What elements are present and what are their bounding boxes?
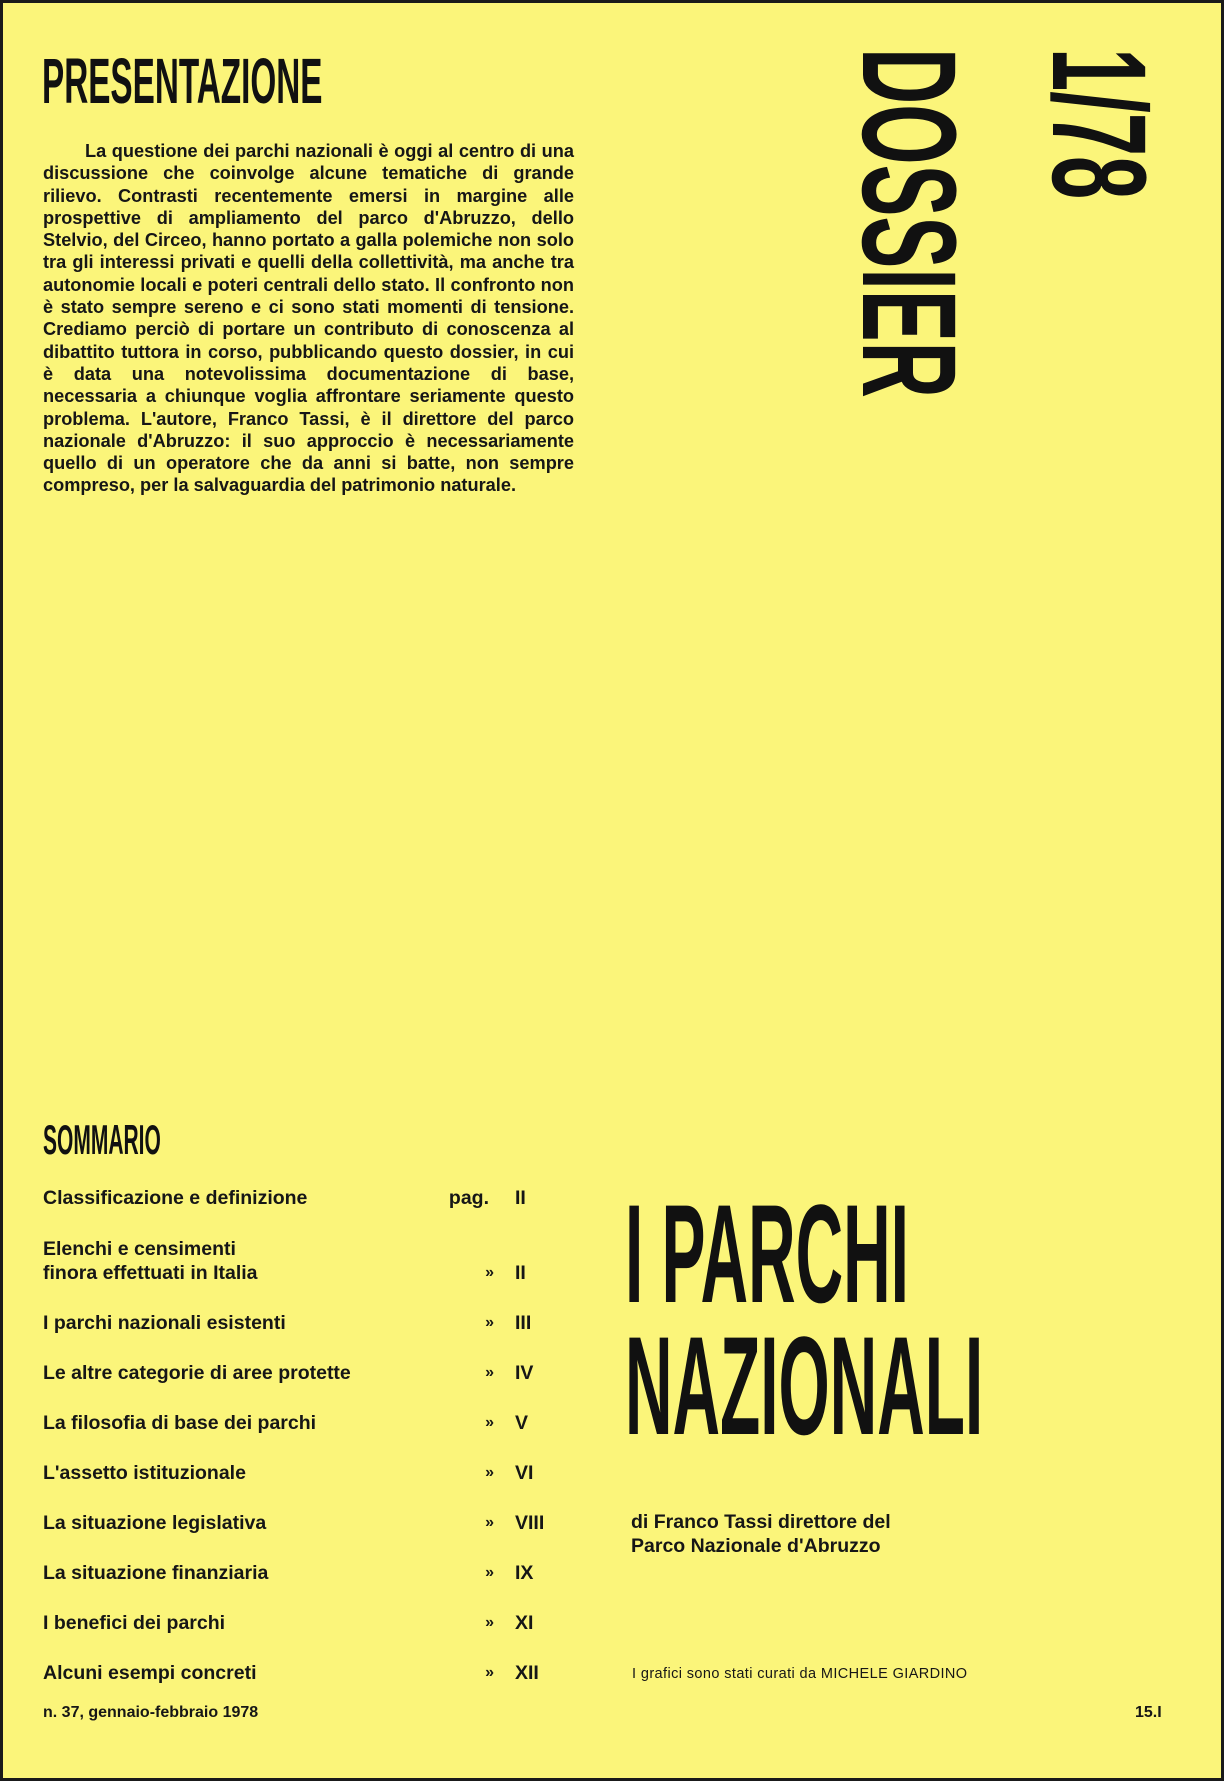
toc-item-page: III [515, 1312, 532, 1334]
toc-item-title: I benefici dei parchi [43, 1612, 226, 1634]
toc-item [43, 1361, 563, 1385]
toc-item-title: La situazione legislativa [43, 1512, 267, 1534]
presentation-body: La questione dei parchi nazionali è oggi al centro di una discussione che coinvolge alcune tematiche di grande rilievo. Contrasti recentemente emersi in margine alle prospettive di ampliamento del parco d'Abruzzo, dello Stelvio, del Circeo, hanno portato a galla polemiche non solo tra gli interessi privati e quelli della collettività, ma anche tra autonomie locali e poteri centrali dello stato. Il confronto non è stato sempre sereno e ci sono stati momenti di tensione. Crediamo perciò di portare un contributo di conoscenza al dibattito tuttora in corso, pubblicando questo dossier, in cui è data una notevolissima documentazione di base, necessaria a chiunque voglia affrontare seriamente questo problema. L'autore, Franco Tassi, è il direttore del parco nazionale d'Abruzzo: il suo approccio è necessariamente quello di un operatore che da anni si batte, non sempre compreso, per la salvaguardia del patrimonio naturale. [43, 141, 574, 496]
author-byline [631, 1510, 891, 1558]
toc-item [43, 1661, 563, 1685]
toc-item-page: II [515, 1262, 526, 1284]
toc-item-title: Le altre categorie di aree protette [43, 1362, 351, 1384]
toc-item-page: IV [515, 1362, 534, 1384]
author-line-1: di Franco Tassi direttore del [631, 1511, 891, 1533]
toc-item-title: La filosofia di base dei parchi [43, 1412, 317, 1434]
toc-item-title: Classificazione e definizione [43, 1187, 308, 1209]
toc-item-title: Alcuni esempi concreti [43, 1662, 257, 1684]
dossier-number: 1/78 [1024, 48, 1173, 200]
toc-item [43, 1611, 563, 1635]
toc-item-marker: » [485, 1664, 494, 1681]
toc-item-marker: » [485, 1614, 494, 1631]
toc-item [43, 1561, 563, 1585]
main-title-line-1: I PARCHI [625, 1175, 909, 1332]
toc-item-title: L'assetto istituzionale [43, 1462, 246, 1484]
toc-item-page: XI [515, 1612, 534, 1634]
toc-item-page: VI [515, 1462, 534, 1484]
toc-item-title: Elenchi e censimenti finora effettuati in Italia [43, 1238, 258, 1284]
toc-item-marker: » [485, 1464, 494, 1481]
presentation-heading: PRESENTAZIONE [42, 45, 323, 117]
toc-item-page: IX [515, 1562, 534, 1584]
toc-item [43, 1186, 563, 1210]
toc-item-marker: » [485, 1564, 494, 1581]
table-of-contents [3, 3, 563, 1781]
toc-item-marker: » [485, 1314, 494, 1331]
toc-item [43, 1411, 563, 1435]
page-number: 15.I [1135, 1704, 1162, 1721]
toc-item-marker: » [485, 1514, 494, 1531]
graphics-credits: I grafici sono stati curati da MICHELE GIARDINO [632, 1666, 968, 1682]
toc-item [43, 1461, 563, 1485]
toc-item-page: II [515, 1187, 526, 1209]
summary-heading: SOMMARIO [43, 1116, 161, 1163]
toc-item-marker: » [485, 1414, 494, 1431]
toc-item-page: VIII [515, 1512, 545, 1534]
toc-item-page: V [515, 1412, 529, 1434]
toc-item [43, 1311, 563, 1335]
toc-item [43, 1511, 563, 1535]
toc-item-marker: pag. [448, 1187, 489, 1209]
dossier-issue [1024, 48, 1173, 309]
issue-info: n. 37, gennaio-febbraio 1978 [43, 1704, 259, 1721]
toc-item [43, 1238, 563, 1285]
dossier-word: DOSSIER [834, 48, 983, 398]
toc-item-marker: » [485, 1264, 494, 1281]
main-title [625, 1175, 984, 1464]
main-title-line-2: NAZIONALI [625, 1307, 984, 1464]
author-line-2: Parco Nazionale d'Abruzzo [631, 1535, 881, 1557]
toc-item-marker: » [485, 1364, 494, 1381]
toc-item-title: I parchi nazionali esistenti [43, 1312, 286, 1334]
toc-item-title: La situazione finanziaria [43, 1562, 269, 1584]
toc-item-page: XII [515, 1662, 539, 1684]
dossier-label [834, 48, 983, 651]
